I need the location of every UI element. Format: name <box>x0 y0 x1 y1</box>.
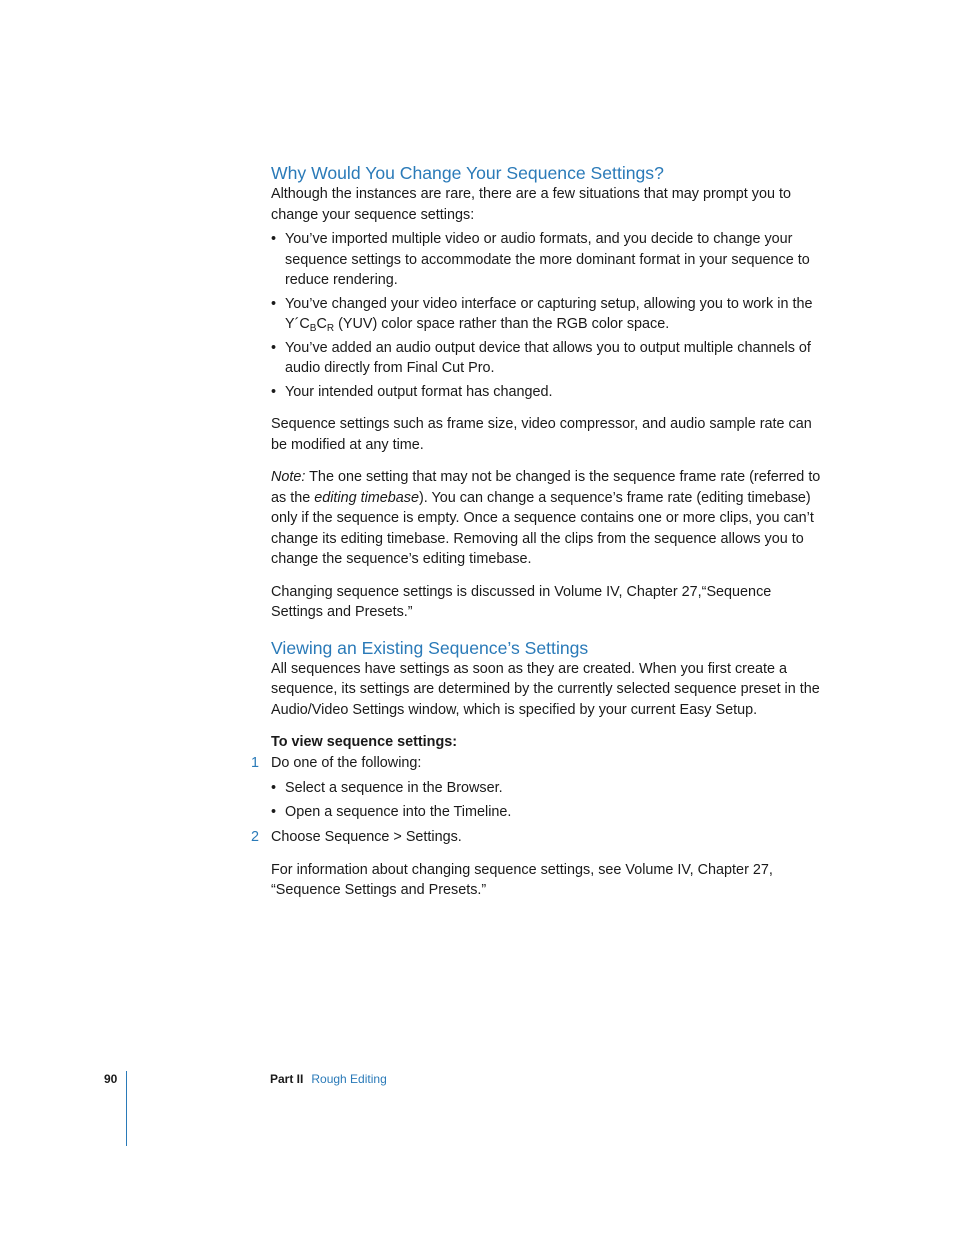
section2-intro: All sequences have settings as soon as they are created. When you first create a sequence, its settings are determined by the currently selected sequence preset in the Audio/Video Settings window, which is specified by your current Easy Setup. <box>271 660 820 718</box>
chapter-title: Rough Editing <box>311 1072 387 1086</box>
section-heading-why-change: Why Would You Change Your Sequence Settings? <box>271 163 664 183</box>
section-heading-viewing-settings: Viewing an Existing Sequence’s Settings <box>271 637 589 658</box>
list-item: • You’ve imported multiple video or audio formats, and you decide to change your sequence settings to accommodate the more dominant format in your sequence to reduce rendering. <box>271 229 827 291</box>
step-1 <box>251 753 827 823</box>
section2-closing: For information about changing sequence settings, see Volume IV, Chapter 27, “Sequence Settings and Presets.” <box>271 861 773 898</box>
list-item: • Select a sequence in the Browser. <box>271 778 827 799</box>
step-text: Choose Sequence > Settings. <box>271 829 462 845</box>
ycbcr-y: Y´C <box>285 316 310 332</box>
step-2 <box>251 827 827 848</box>
note-text-before: The one setting that may not be changed is the sequence frame rate (referred to as the <box>271 469 821 506</box>
footer-divider <box>126 1071 127 1146</box>
list-item: • Open a sequence into the Timeline. <box>271 802 827 823</box>
step-text: Do one of the following: <box>271 754 422 771</box>
task-heading: To view sequence settings: <box>271 734 458 750</box>
page-number: 90 <box>104 1072 118 1086</box>
ycbcr-sub-r: R <box>326 323 335 334</box>
note-label: Note: <box>271 469 306 485</box>
reasons-list <box>271 229 827 402</box>
list-item: • You’ve added an audio output device that allows you to output multiple channels of audio directly from Final Cut Pro. <box>271 338 827 379</box>
ycbcr-rest: (YUV) color space rather than the RGB color space. <box>334 316 670 332</box>
part-label: Part II <box>270 1072 304 1086</box>
step1-options-list <box>271 778 827 822</box>
section1-para2: Sequence settings such as frame size, video compressor, and audio sample rate can be modified at any time. <box>271 416 812 453</box>
step-number: 1 <box>251 754 260 771</box>
section1-para3: Changing sequence settings is discussed in Volume IV, Chapter 27,“Sequence Settings and Presets.” <box>271 583 772 620</box>
section1-intro: Although the instances are rare, there are a few situations that may prompt you to change your sequence settings: <box>271 186 791 223</box>
note-italic-term: editing timebase <box>314 489 419 506</box>
footer-running-head <box>270 1072 387 1086</box>
list-item: • Your intended output format has changed. <box>271 382 827 403</box>
step-number: 2 <box>251 829 260 845</box>
note-paragraph <box>271 467 827 570</box>
list-item <box>271 294 827 335</box>
list-item-text: You’ve changed your video interface or capturing setup, allowing you to work in the <box>285 295 813 312</box>
ycbcr-sub-b: B <box>309 323 317 334</box>
ycbcr-c: C <box>316 316 327 332</box>
page-content <box>251 162 827 901</box>
note-text-after: ). You can change a sequence’s frame rate (editing timebase) only if the sequence is empty. Once a sequence contains one or more clips, you can’t change its editing timebase. Removing all the clips from the sequence allows you to change the sequence’s editing timebase. <box>271 489 814 567</box>
